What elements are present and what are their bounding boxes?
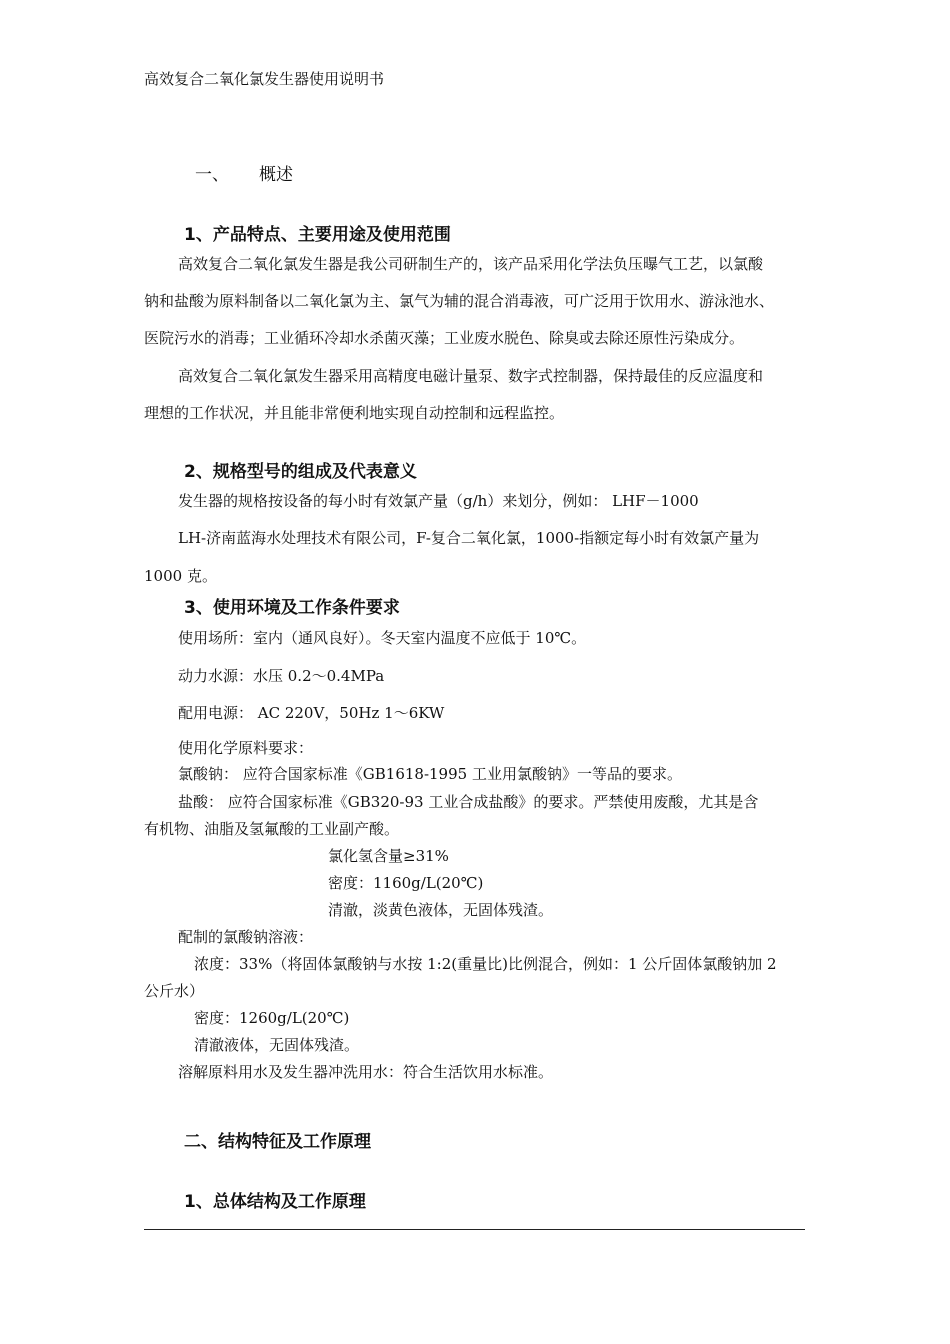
paragraph-line: 医院污水的消毒；工业循环冷却水杀菌灭藻；工业废水脱色、除臭或去除还原性污染成分。	[144, 329, 745, 347]
rinse-water-line: 溶解原料用水及发生器冲洗用水：符合生活饮用水标准。	[178, 1063, 554, 1081]
hcl-line: 盐酸： 应符合国家标准《GB320-93 工业合成盐酸》的要求。严禁使用废酸，尤其是含	[178, 793, 759, 811]
place-line: 使用场所：室内（通风良好）。冬天室内温度不应低于 10℃。	[178, 629, 587, 647]
section-1-title: 概述	[259, 165, 293, 185]
section-2-heading: 二、结构特征及工作原理	[184, 1132, 371, 1152]
section-1-number: 一、	[195, 165, 229, 185]
model-meaning-line: 1000 克。	[144, 567, 217, 585]
water-line: 动力水源：水压 0.2～0.4MPa	[178, 667, 385, 685]
subsection-1-1-heading: 1、产品特点、主要用途及使用范围	[184, 225, 451, 245]
section-1-heading	[195, 160, 293, 185]
subsection-1-3-heading: 3、使用环境及工作条件要求	[184, 598, 400, 618]
hcl-line: 有机物、油脂及氢氟酸的工业副产酸。	[144, 820, 400, 838]
chem-req-line: 使用化学原料要求：	[178, 739, 314, 757]
paragraph-line: 理想的工作状况，并且能非常便利地实现自动控制和远程监控。	[144, 404, 565, 422]
paragraph-line: 高效复合二氧化氯发生器是我公司研制生产的，该产品采用化学法负压曝气工艺，以氯酸	[178, 255, 764, 273]
chlorate-line: 氯酸钠： 应符合国家标准《GB1618-1995 工业用氯酸钠》一等品的要求。	[178, 765, 682, 783]
model-meaning-line: LH-济南蓝海水处理技术有限公司，F-复合二氧化氯，1000-指额定每小时有效氯产量为	[178, 529, 760, 547]
paragraph-line: 钠和盐酸为原料制备以二氧化氯为主、氯气为辅的混合消毒液，可广泛用于饮用水、游泳池水、	[144, 292, 775, 310]
document-title: 高效复合二氧化氯发生器使用说明书	[144, 70, 385, 88]
solution-concentration-line: 公斤水）	[144, 982, 205, 1000]
hcl-spec-line: 氯化氢含量≥31%	[328, 847, 449, 865]
hcl-spec-line: 密度：1160g/L(20℃)	[328, 874, 484, 892]
subsection-1-2-heading: 2、规格型号的组成及代表意义	[184, 462, 417, 482]
paragraph-line: 高效复合二氧化氯发生器采用高精度电磁计量泵、数字式控制器，保持最佳的反应温度和	[178, 367, 764, 385]
solution-concentration-line: 浓度：33%（将固体氯酸钠与水按 1:2(重量比)比例混合，例如：1 公斤固体氯酸钠加 2	[194, 955, 777, 973]
subsection-2-1-heading: 1、总体结构及工作原理	[184, 1192, 366, 1212]
model-line: 发生器的规格按设备的每小时有效氯产量（g/h）来划分，例如： LHF－1000	[178, 492, 699, 510]
solution-density-line: 密度：1260g/L(20℃)	[194, 1009, 350, 1027]
solution-heading: 配制的氯酸钠溶液：	[178, 928, 314, 946]
footer-divider	[144, 1229, 805, 1230]
hcl-spec-line: 清澈，淡黄色液体，无固体残渣。	[328, 901, 554, 919]
power-line: 配用电源： AC 220V，50Hz 1～6KW	[178, 704, 445, 722]
solution-clear-line: 清澈液体，无固体残渣。	[194, 1036, 360, 1054]
